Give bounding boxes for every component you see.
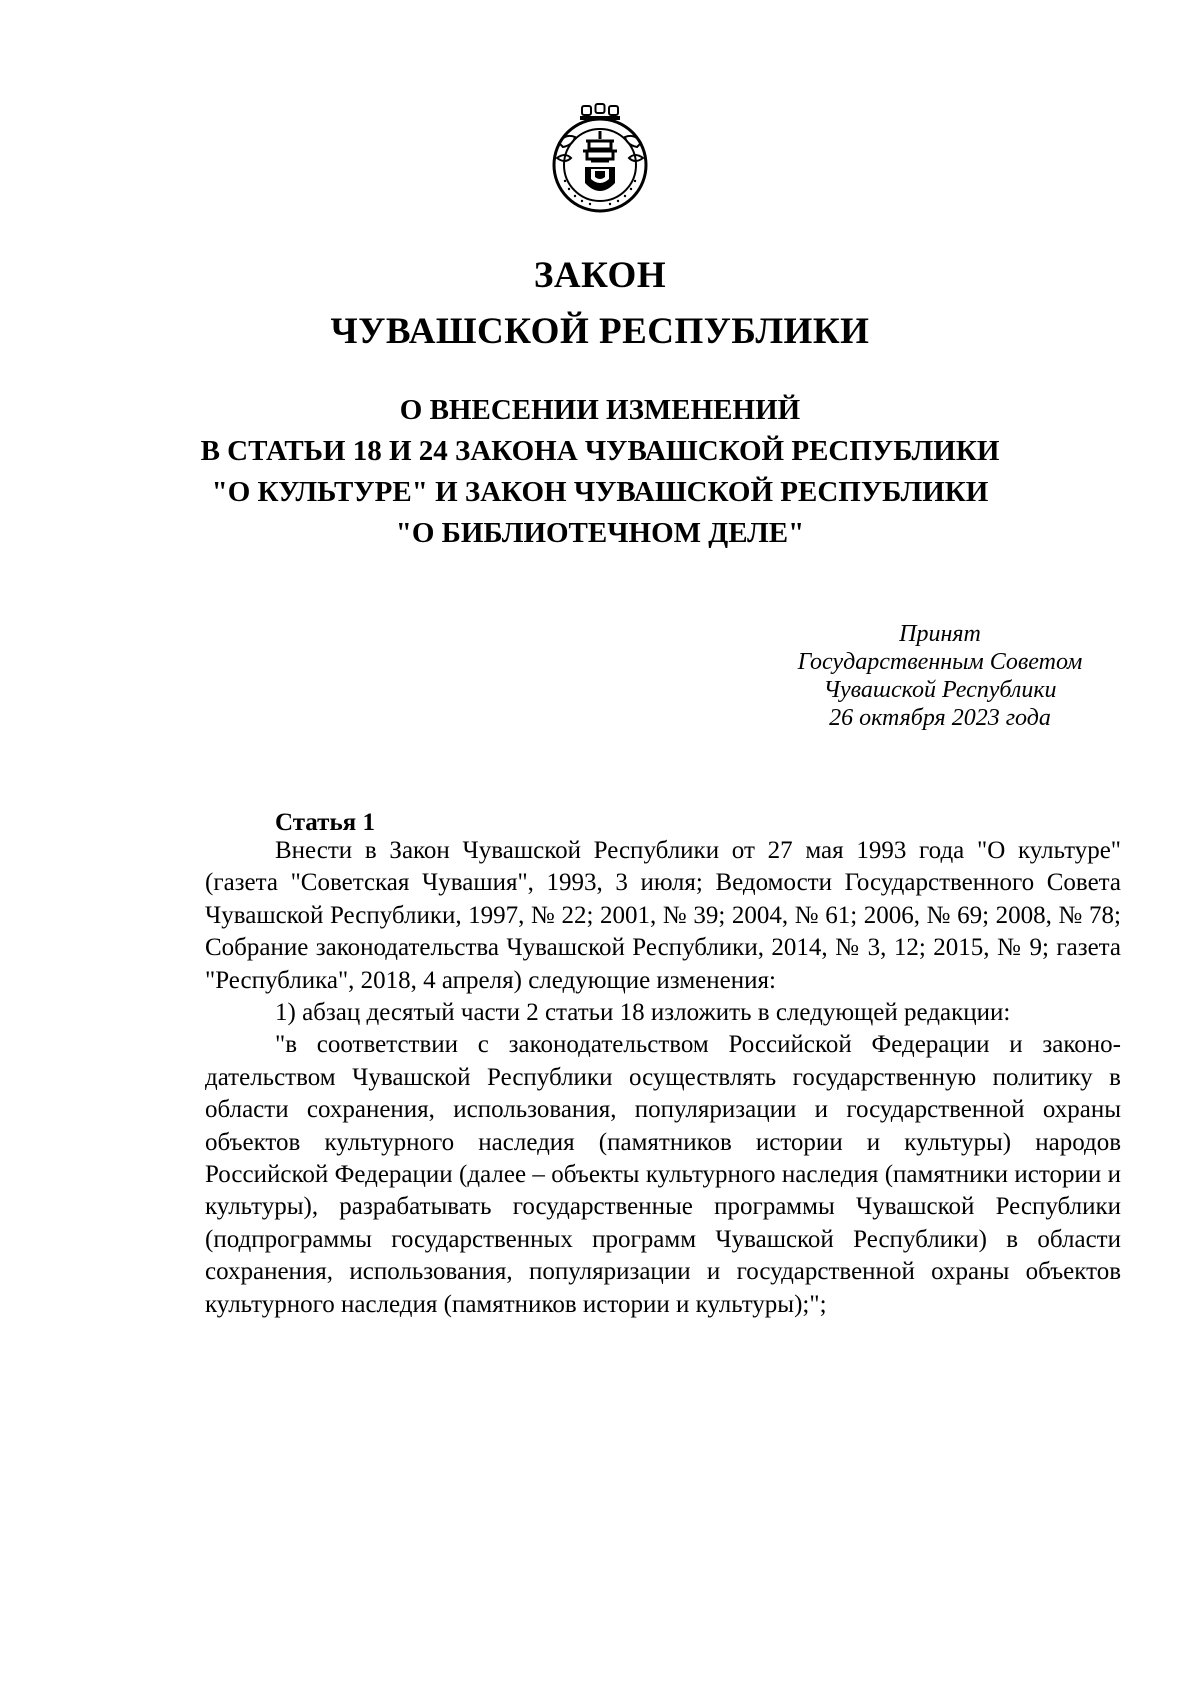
article-paragraph: "в соответствии с законодательством Российской Федерации и законодательством Чувашской Республики осуществлять государственную политику в области сохранения, использования, популяризации и государственной охраны объектов культурного наследия (памятников истории и культуры) народов Российской Федерации (далее – объекты культурного наследия (памятники истории и культуры), разрабатывать государственные программы Чувашской Республики (подпрограммы государственных программ Чувашской Республики) в области сохранения, использования, популяризации и государственной охраны объектов культурного наследия (памятников истории и культуры);"; [205, 1031, 1121, 1318]
article-heading: Статья 1 [275, 809, 375, 836]
article-paragraph: 1) абзац десятый части 2 статьи 18 изложить в следующей редакции: [275, 999, 1011, 1027]
tree-of-life-icon [583, 131, 617, 161]
subtitle-line: "О БИБЛИОТЕЧНОМ ДЕЛЕ" [395, 517, 805, 549]
document-subtitle [0, 390, 1200, 554]
adoption-line: Государственным Советом [797, 649, 1083, 675]
coat-of-arms-emblem [551, 103, 649, 217]
subtitle-line: В СТАТЬИ 18 И 24 ЗАКОНА ЧУВАШСКОЙ РЕСПУБЛИКИ [200, 435, 1000, 467]
article-body [205, 835, 1121, 1321]
adoption-note [760, 620, 1120, 732]
article-paragraph: Внести в Закон Чувашской Республики от 27 мая 1993 года "О культуре" (газета "Советская Чувашия", 1993, 3 июля; Ведомости Государственного Совета Чувашской Республики, 1997, № 22; 2001, № 39; 2004, № 61; 2006, № 69; 2008, № 78; Собрание законодательства Чувашской Республики, 2014, № 3, 12; 2015, № 9; газета "Республика", 2018, 4 апреля) следующие изменения: [205, 837, 1121, 994]
subtitle-line: "О КУЛЬТУРЕ" И ЗАКОН ЧУВАШСКОЙ РЕСПУБЛИКИ [211, 476, 989, 508]
adoption-date: 26 октября 2023 года [829, 705, 1051, 731]
document-title-region: ЧУВАШСКОЙ РЕСПУБЛИКИ [330, 311, 870, 352]
adoption-line: Принят [899, 621, 981, 647]
document-title: ЗАКОН [533, 255, 667, 296]
subtitle-line: О ВНЕСЕНИИ ИЗМЕНЕНИЙ [399, 394, 801, 426]
adoption-line: Чувашской Республики [823, 677, 1057, 703]
crown-stars-icon [582, 104, 618, 115]
